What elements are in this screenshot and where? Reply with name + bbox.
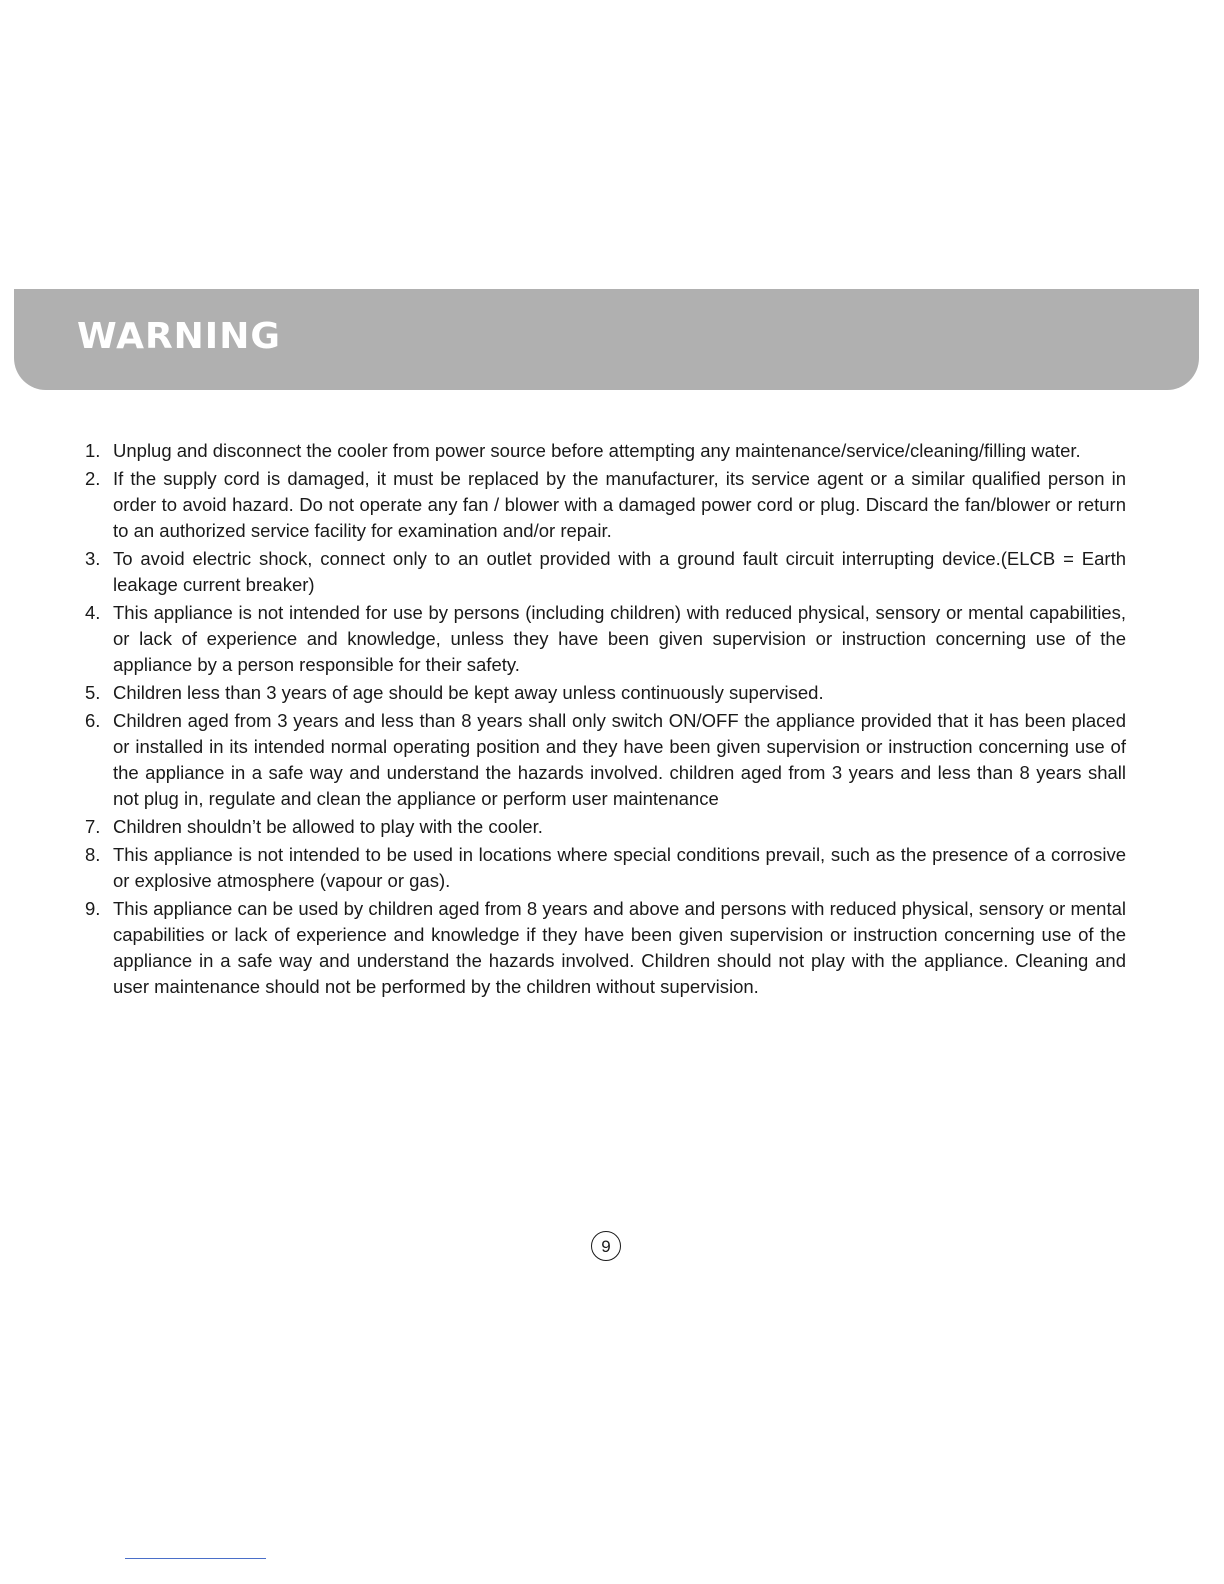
warning-item <box>82 546 1126 598</box>
item-number: 6. <box>85 710 101 731</box>
item-text: To avoid electric shock, connect only to an outlet provided with a ground fault circuit interrupting device.(ELCB = Earth leakage current breaker) <box>113 548 1126 595</box>
item-text: This appliance is not intended to be used in locations where special conditions prevail, such as the presence of a corrosive or explosive atmosphere (vapour or gas). <box>113 844 1126 891</box>
item-text: Children shouldn’t be allowed to play with the cooler. <box>113 816 543 837</box>
item-text: Unplug and disconnect the cooler from power source before attempting any maintenance/service/cleaning/filling water. <box>113 440 1081 461</box>
warning-item <box>82 466 1126 544</box>
item-number: 7. <box>85 816 101 837</box>
item-number: 5. <box>85 682 101 703</box>
warning-item <box>82 842 1126 894</box>
warning-item <box>82 438 1126 464</box>
warning-list <box>82 438 1126 1002</box>
item-number: 8. <box>85 844 101 865</box>
warning-item <box>82 600 1126 678</box>
warning-item <box>82 680 1126 706</box>
item-number: 9. <box>85 898 101 919</box>
banner-title: WARNING <box>77 316 281 357</box>
warning-item <box>82 814 1126 840</box>
page-number: 9 <box>591 1231 621 1261</box>
item-text: This appliance can be used by children aged from 8 years and above and persons with reduced physical, sensory or mental capabilities or lack of experience and knowledge if they have been given supervision or instruction concerning use of the appliance in a safe way and understand the hazards involved. Children should not play with the appliance. Cleaning and user maintenance should not be performed by the children without supervision. <box>113 898 1126 997</box>
item-number: 3. <box>85 548 101 569</box>
item-text: Children aged from 3 years and less than 8 years shall only switch ON/OFF the appliance provided that it has been placed or installed in its intended normal operating position and they have been given supervision or instruction concerning use of the appliance in a safe way and understand the hazards involved. children aged from 3 years and less than 8 years shall not plug in, regulate and clean the appliance or perform user maintenance <box>113 710 1126 809</box>
item-text: If the supply cord is damaged, it must be replaced by the manufacturer, its service agent or a similar qualified person in order to avoid hazard. Do not operate any fan / blower with a damaged power cord or plug. Discard the fan/blower or return to an authorized service facility for examination and/or repair. <box>113 468 1126 541</box>
footer-divider <box>125 1558 266 1559</box>
warning-banner <box>14 289 1199 390</box>
item-number: 2. <box>85 468 101 489</box>
item-text: Children less than 3 years of age should be kept away unless continuously supervised. <box>113 682 824 703</box>
item-number: 4. <box>85 602 101 623</box>
item-text: This appliance is not intended for use by persons (including children) with reduced physical, sensory or mental capabilities, or lack of experience and knowledge, unless they have been given supervision or instruction concerning use of the appliance by a person responsible for their safety. <box>113 602 1126 675</box>
warning-item <box>82 896 1126 1000</box>
item-number: 1. <box>85 440 101 461</box>
warning-item <box>82 708 1126 812</box>
